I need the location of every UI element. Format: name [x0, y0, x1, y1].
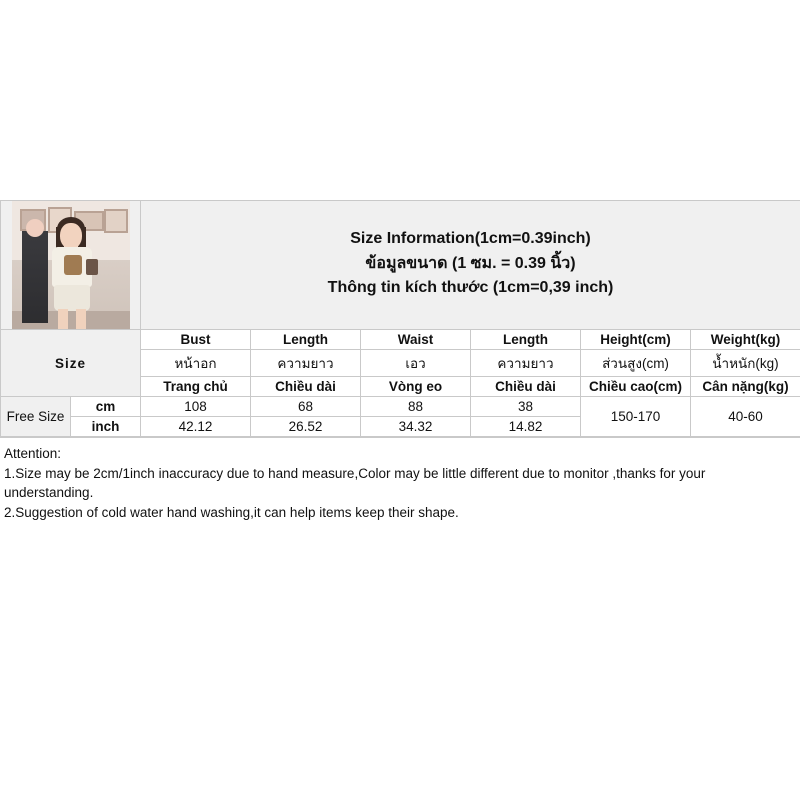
cell-waist-inch: 34.32: [361, 417, 471, 437]
header-length1-th: ความยาว: [251, 350, 361, 377]
attention-title: Attention:: [4, 446, 62, 461]
header-length2-vi: Chiều dài: [471, 377, 581, 397]
header-bust-th: หน้าอก: [141, 350, 251, 377]
cell-bust-cm: 108: [141, 397, 251, 417]
header-waist-vi: Vòng eo: [361, 377, 471, 397]
banner-line-vi: Thông tin kích thước (1cm=0,39 inch): [327, 279, 614, 297]
cell-bust-inch: 42.12: [141, 417, 251, 437]
attention-block: [0, 437, 800, 530]
attention-line-1: 1.Size may be 2cm/1inch inaccuracy due to hand measure,Color may be little different due to monitor ,thanks for your understanding.: [4, 465, 706, 501]
banner-line-th: ข้อมูลขนาด (1 ซม. = 0.39 นิ้ว): [365, 254, 576, 272]
photo-model-shorts: [54, 285, 90, 311]
size-information-table: [0, 200, 800, 437]
header-weight-th: น้ำหนัก(kg): [691, 350, 800, 377]
header-length1-vi: Chiều dài: [251, 377, 361, 397]
header-bust-en: Bust: [141, 330, 251, 350]
header-length1-en: Length: [251, 330, 361, 350]
header-bust-vi: Trang chủ: [141, 377, 251, 397]
photo-model-bag: [86, 259, 98, 275]
header-waist-th: เอว: [361, 350, 471, 377]
photo-frame-4: [104, 209, 128, 233]
header-row-en: [1, 330, 800, 350]
photo-model-leg-left: [58, 309, 68, 329]
row-label-free-size: Free Size: [1, 397, 71, 437]
header-weight-vi: Cân nặng(kg): [691, 377, 800, 397]
product-photo-cell: [1, 201, 141, 330]
cell-length2-inch: 14.82: [471, 417, 581, 437]
unit-cm: cm: [71, 397, 141, 417]
header-height-vi: Chiều cao(cm): [581, 377, 691, 397]
cell-waist-cm: 88: [361, 397, 471, 417]
banner-line-en: Size Information(1cm=0.39inch): [350, 229, 591, 247]
header-length2-th: ความยาว: [471, 350, 581, 377]
cell-height-range: 150-170: [581, 397, 691, 437]
size-label-cell: Size: [1, 330, 141, 397]
header-height-en: Height(cm): [581, 330, 691, 350]
cell-weight-range: 40-60: [691, 397, 800, 437]
banner-row: [1, 201, 800, 330]
header-waist-en: Waist: [361, 330, 471, 350]
cell-length1-cm: 68: [251, 397, 361, 417]
header-length2-en: Length: [471, 330, 581, 350]
unit-inch: inch: [71, 417, 141, 437]
photo-model-leg-right: [76, 309, 86, 329]
photo-model-top-print: [64, 255, 82, 275]
cell-length1-inch: 26.52: [251, 417, 361, 437]
photo-model-head: [60, 223, 82, 249]
size-chart-page: [0, 200, 800, 530]
attention-line-2: 2.Suggestion of cold water hand washing,it can help items keep their shape.: [4, 504, 459, 520]
table-row-cm: [1, 397, 800, 417]
header-weight-en: Weight(kg): [691, 330, 800, 350]
photo-mannequin: [22, 231, 48, 323]
product-photo: [12, 201, 130, 329]
cell-length2-cm: 38: [471, 397, 581, 417]
banner-cell: [141, 201, 800, 330]
header-height-th: ส่วนสูง(cm): [581, 350, 691, 377]
